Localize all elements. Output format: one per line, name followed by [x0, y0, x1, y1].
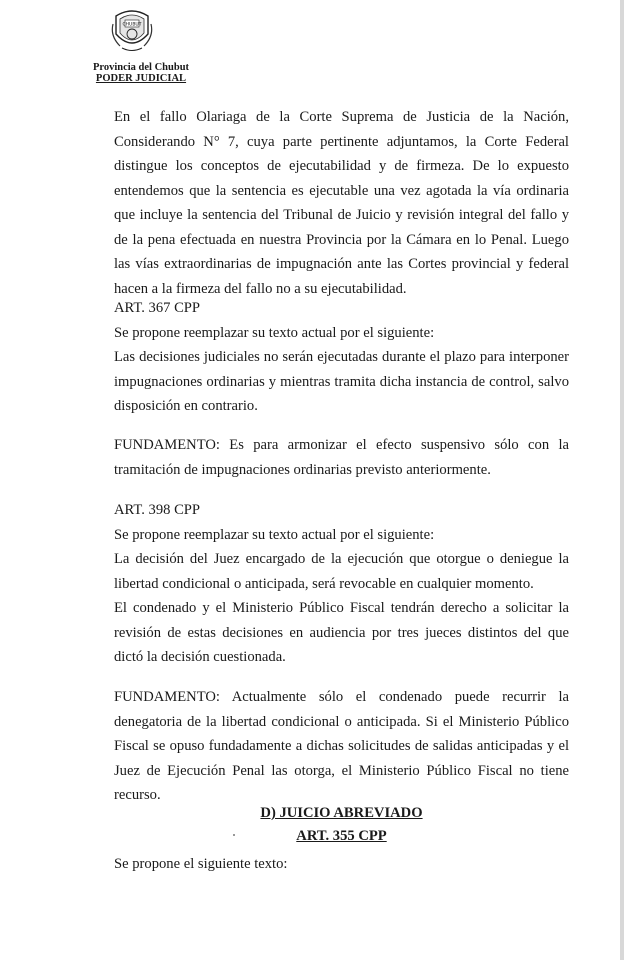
art-355-title: ART. 355 CPP — [296, 828, 387, 844]
closing-section — [114, 852, 569, 877]
art-367-section — [114, 296, 569, 419]
art-367-text: Las decisiones judiciales no serán ejecutadas durante el plazo para interponer impugnaciones ordinarias y mientras tramita dicha instancia de control, salvo disposición en contrario. — [114, 349, 569, 414]
intro-paragraph: En el fallo Olariaga de la Corte Suprema de Justicia de la Nación, Considerando N° 7, cuya parte pertinente adjuntamos, la Corte Federal distingue los conceptos de ejecutabilidad y de firmeza. De lo expuesto entendemos que la sentencia es ejecutable una vez agotada la vía ordinaria que incluye la sentencia del Tribunal de Juicio y revisión integral del fallo y de la pena efectuada en nuestra Provincia por la Cámara en lo Penal. Luego las vías extraordinarias de impugnación ante las Cortes provincial y federal hacen a la firmeza del fallo no a su ejecutabilidad. — [114, 109, 569, 297]
art-398-lead: Se propone reemplazar su texto actual por el siguiente: — [114, 526, 435, 543]
art-367-title: ART. 367 CPP — [114, 300, 201, 316]
section-d-heading: D) JUICIO ABREVIADO — [260, 805, 423, 821]
province-name: Provincia del Chubut — [92, 62, 190, 73]
intro-section — [114, 105, 569, 301]
provincial-crest-icon — [110, 6, 154, 54]
art-398-title: ART. 398 CPP — [114, 502, 201, 518]
art-398-text-2: El condenado y el Ministerio Público Fiscal tendrán derecho a solicitar la revisión de estas decisiones en audiencia por tres jueces distintos del que dictó la decisión cuestionada. — [114, 600, 569, 665]
art-398-section — [114, 498, 569, 670]
fundamento-2-text: FUNDAMENTO: Actualmente sólo el condenado puede recurrir la denegatoria de la libertad condicional o anticipada. Si el Ministerio Público Fiscal se opuso fundadamente a dichas solicitudes de salidas anticipadas y el Juez de Ejecución Penal las otorga, el Ministerio Público Fiscal no tiene recurso. — [114, 689, 569, 803]
section-d-heading-block — [114, 802, 569, 848]
judicial-branch: PODER JUDICIAL — [95, 73, 187, 84]
fundamento-1-section — [114, 433, 569, 482]
page-edge — [620, 0, 624, 960]
fundamento-1-text: FUNDAMENTO: Es para armonizar el efecto suspensivo sólo con la tramitación de impugnaciones ordinarias previsto anteriormente. — [114, 437, 569, 478]
art-398-text-1: La decisión del Juez encargado de la ejecución que otorgue o deniegue la libertad condicional o anticipada, será revocable en cualquier momento. — [114, 551, 569, 592]
crest-label: CHUBUT — [122, 22, 142, 28]
fundamento-2-section — [114, 685, 569, 808]
letterhead — [86, 62, 196, 84]
art-367-lead: Se propone reemplazar su texto actual por el siguiente: — [114, 324, 435, 341]
closing-text: Se propone el siguiente texto: — [114, 856, 288, 872]
